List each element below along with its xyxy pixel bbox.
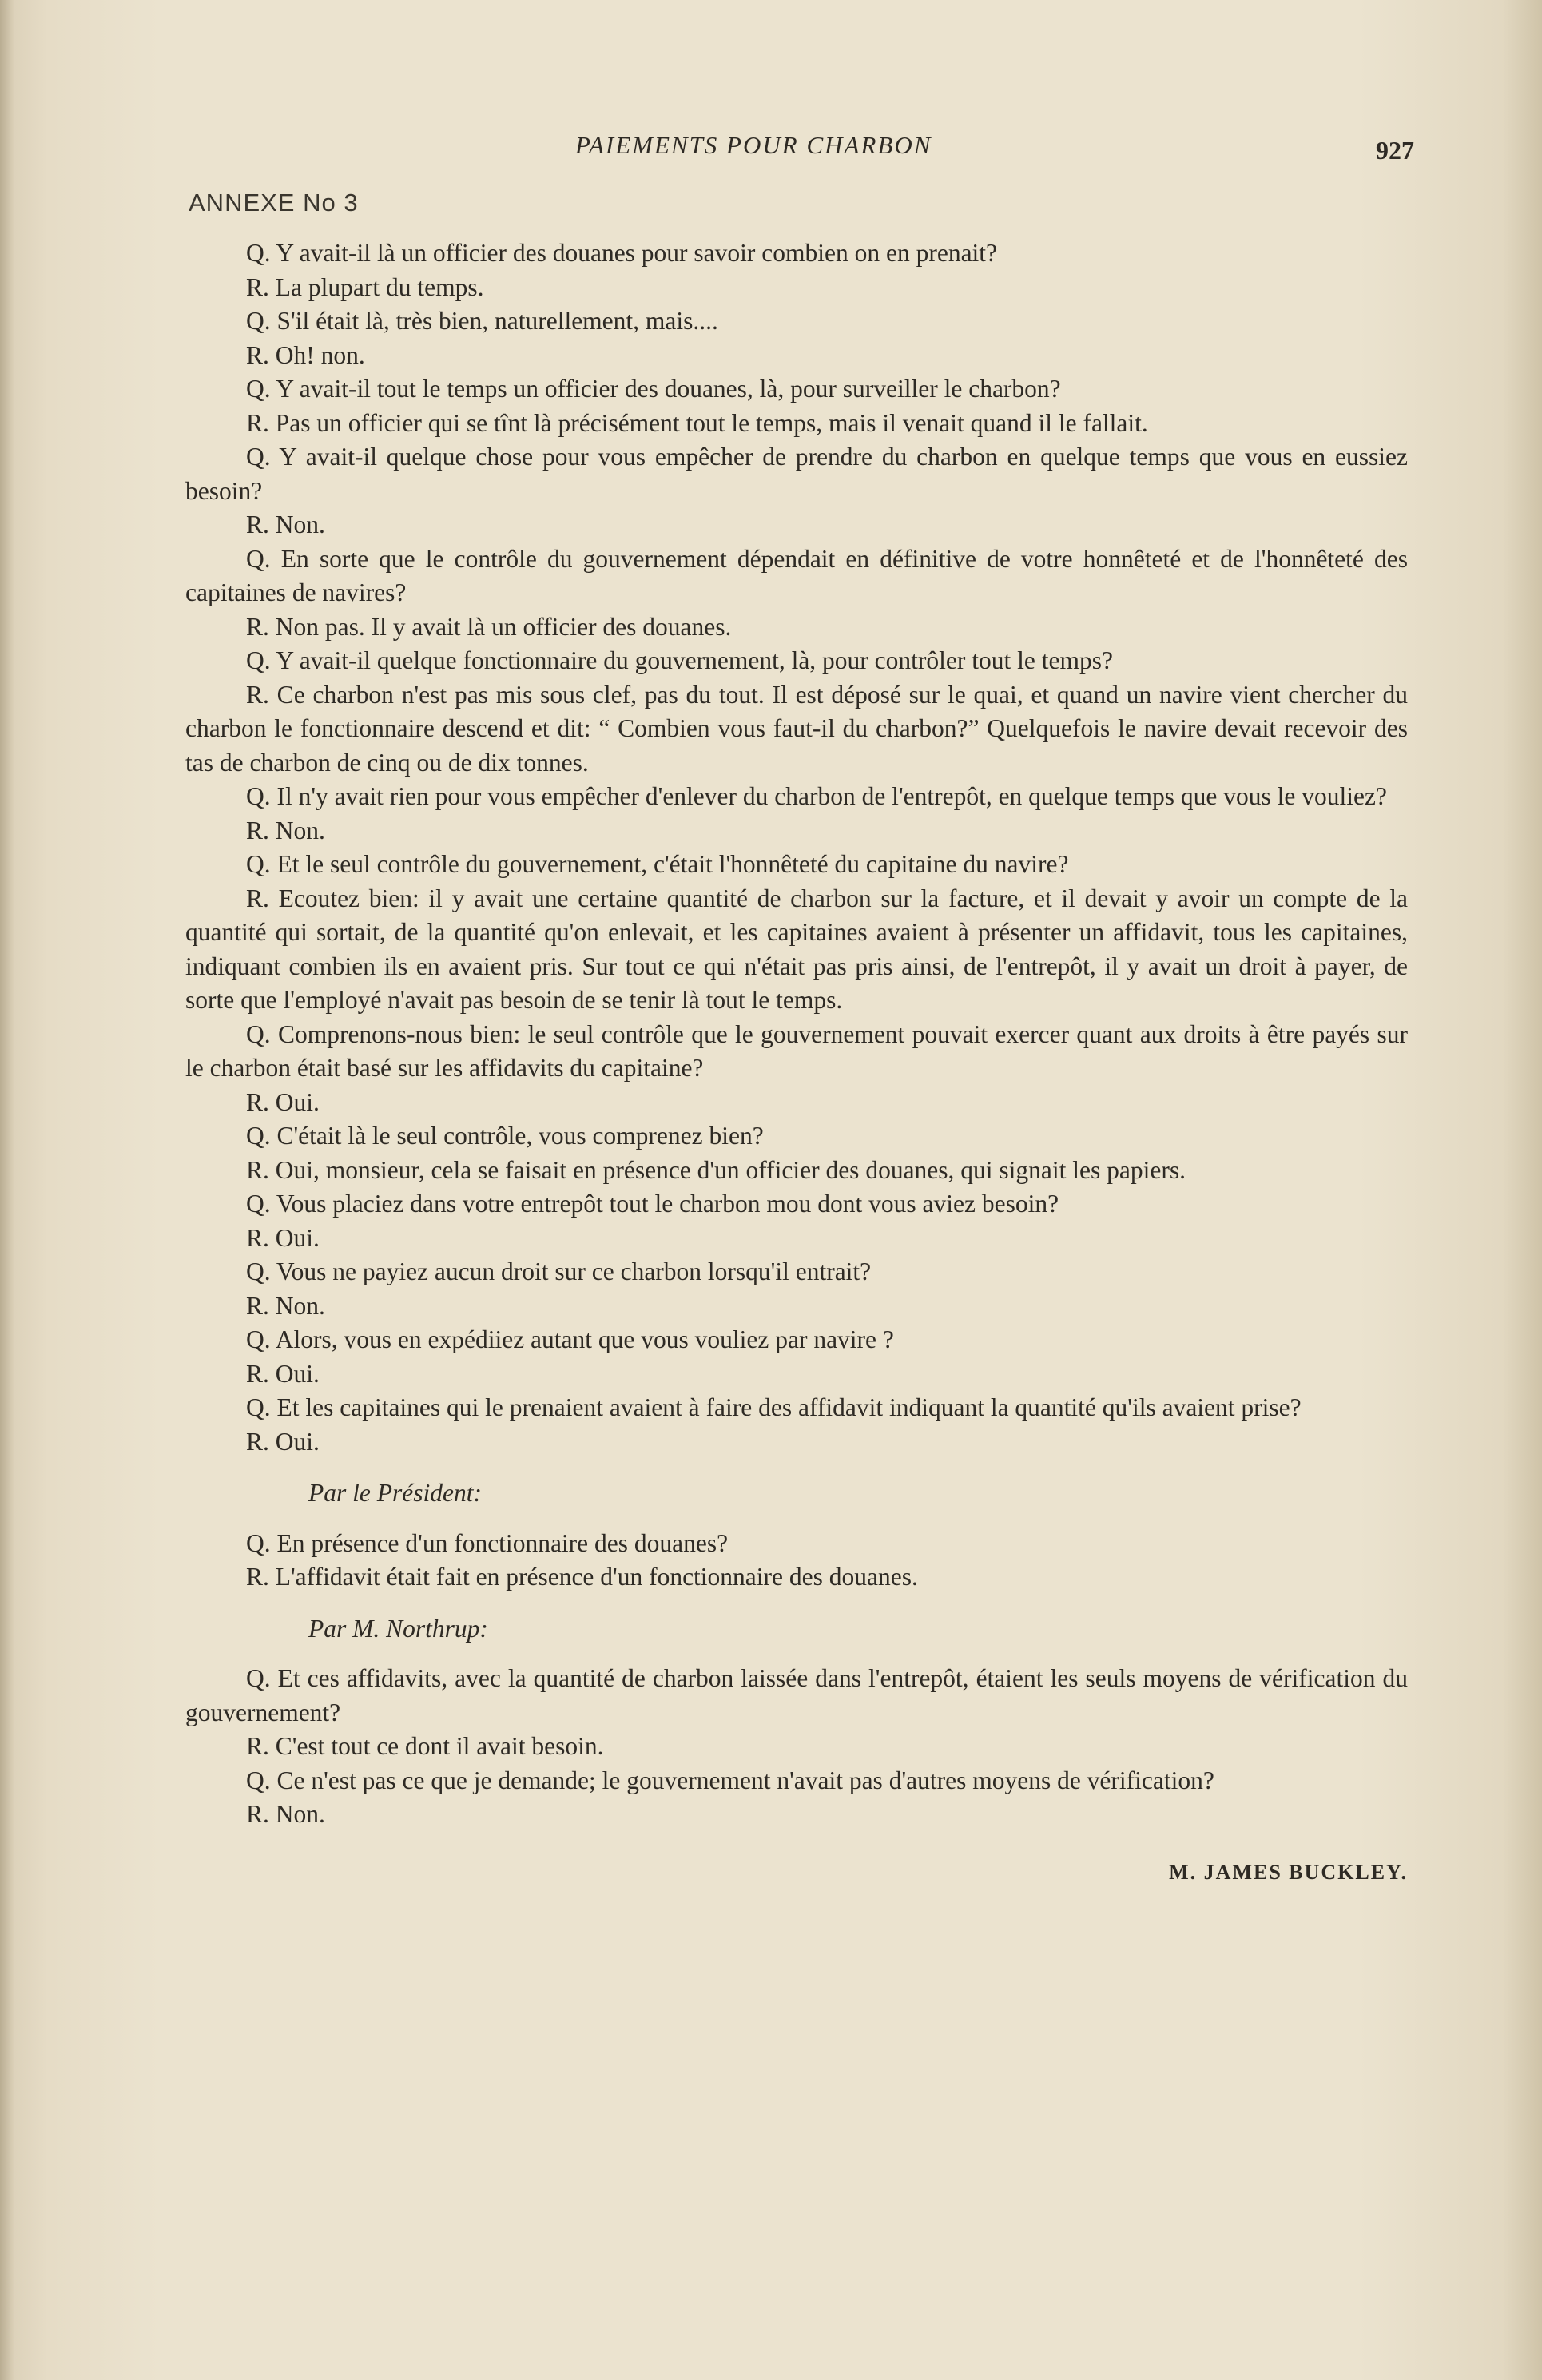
speaker-heading-northrup: Par M. Northrup: — [308, 1614, 488, 1643]
testimony-line: R. Non. — [246, 1291, 325, 1320]
testimony-line: R. Pas un officier qui se tînt là précisément tout le temps, mais il venait quand il le fallait. — [246, 408, 1148, 437]
testimony-body — [185, 236, 1408, 1889]
testimony-line: Q. Ce n'est pas ce que je demande; le gouvernement n'avait pas d'autres moyens de vérification? — [246, 1766, 1214, 1794]
testimony-line: Q. Y avait-il là un officier des douanes pour savoir combien on en prenait? — [246, 239, 998, 267]
testimony-line: R. Oui. — [246, 1087, 320, 1116]
page-edge — [0, 0, 14, 2380]
testimony-line: R. Oh! non. — [246, 340, 365, 369]
page-number: 927 — [1376, 136, 1414, 165]
testimony-line: Q. Y avait-il quelque chose pour vous empêcher de prendre du charbon en quelque temps que vous en eussiez besoin? — [185, 443, 1408, 505]
testimony-line: R. C'est tout ce dont il avait besoin. — [246, 1732, 604, 1760]
testimony-line: Q. Vous ne payiez aucun droit sur ce charbon lorsqu'il entrait? — [246, 1258, 872, 1285]
testimony-line: Q. S'il était là, très bien, naturellement, mais.... — [246, 307, 718, 335]
testimony-line: Q. Et ces affidavits, avec la quantité de charbon laissée dans l'entrepôt, étaient les seuls moyens de vérification du gouvernement? — [185, 1664, 1408, 1726]
page-header — [184, 120, 1414, 168]
testimony-line: R. La plupart du temps. — [246, 272, 484, 301]
testimony-line: R. Ce charbon n'est pas mis sous clef, pas du tout. Il est déposé sur le quai, et quand un navire vient chercher du charbon le fonctionnaire descend et dit: “ Combien vous faut-il du charbon?” Quelquefois le navire devait recevoir des tas de charbon de cinq ou de dix tonnes. — [185, 680, 1408, 777]
speaker-heading-president: Par le Président: — [308, 1479, 482, 1507]
testimony-line: R. Non. — [246, 1800, 325, 1828]
running-title: PAIEMENTS POUR CHARBON — [575, 131, 932, 159]
testimony-line: Q. Y avait-il tout le temps un officier des douanes, là, pour surveiller le charbon? — [246, 375, 1061, 403]
testimony-line: R. L'affidavit était fait en présence d'un fonctionnaire des douanes. — [246, 1563, 918, 1591]
testimony-line: Q. Y avait-il quelque fonctionnaire du gouvernement, là, pour contrôler tout le temps? — [246, 646, 1113, 674]
testimony-line: R. Oui. — [246, 1427, 320, 1456]
testimony-line: Q. En présence d'un fonctionnaire des douanes? — [246, 1528, 729, 1557]
witness-signature: M. JAMES BUCKLEY. — [1169, 1860, 1408, 1884]
testimony-line: Q. En sorte que le contrôle du gouvernement dépendait en définitive de votre honnêteté et de l'honnêteté des capitaines de navires? — [185, 544, 1408, 606]
testimony-line: Q. Et le seul contrôle du gouvernement, c'était l'honnêteté du capitaine du navire? — [246, 850, 1069, 878]
testimony-line: Q. Il n'y avait rien pour vous empêcher d'enlever du charbon de l'entrepôt, en quelque temps que vous le vouliez? — [246, 782, 1387, 810]
testimony-line: R. Oui. — [246, 1223, 320, 1252]
testimony-line: Q. Et les capitaines qui le prenaient avaient à faire des affidavit indiquant la quantité qu'ils avaient prise? — [246, 1393, 1302, 1421]
testimony-line: R. Oui, monsieur, cela se faisait en présence d'un officier des douanes, qui signait les papiers. — [246, 1155, 1186, 1184]
annex-stamp: ANNEXE No 3 — [189, 189, 359, 217]
testimony-line: R. Oui. — [246, 1359, 320, 1388]
testimony-line: R. Ecoutez bien: il y avait une certaine quantité de charbon sur la facture, et il devait y avoir un compte de la quantité qui sortait, de la quantité qu'on enlevait, et les capitaines avaient à présenter un affidavit, tous les capitaines, indiquant combien ils en avaient pris. Sur tout ce qui n'était pas pris ainsi, de l'entrepôt, il y avait un droit à payer, de sorte que l'employé n'avait pas besoin de se tenir là tout le temps. — [185, 884, 1408, 1014]
testimony-line: Q. C'était là le seul contrôle, vous comprenez bien? — [246, 1122, 764, 1150]
testimony-line: Q. Alors, vous en expédiiez autant que vous vouliez par navire ? — [246, 1325, 894, 1353]
testimony-line: R. Non. — [246, 511, 325, 538]
testimony-line: Q. Vous placiez dans votre entrepôt tout le charbon mou dont vous aviez besoin? — [246, 1190, 1059, 1218]
testimony-line: R. Non pas. Il y avait là un officier des douanes. — [246, 612, 732, 641]
testimony-line: R. Non. — [246, 816, 325, 844]
testimony-line: Q. Comprenons-nous bien: le seul contrôle que le gouvernement pouvait exercer quant aux droits à être payés sur le charbon était basé sur les affidavits du capitaine? — [185, 1019, 1408, 1082]
